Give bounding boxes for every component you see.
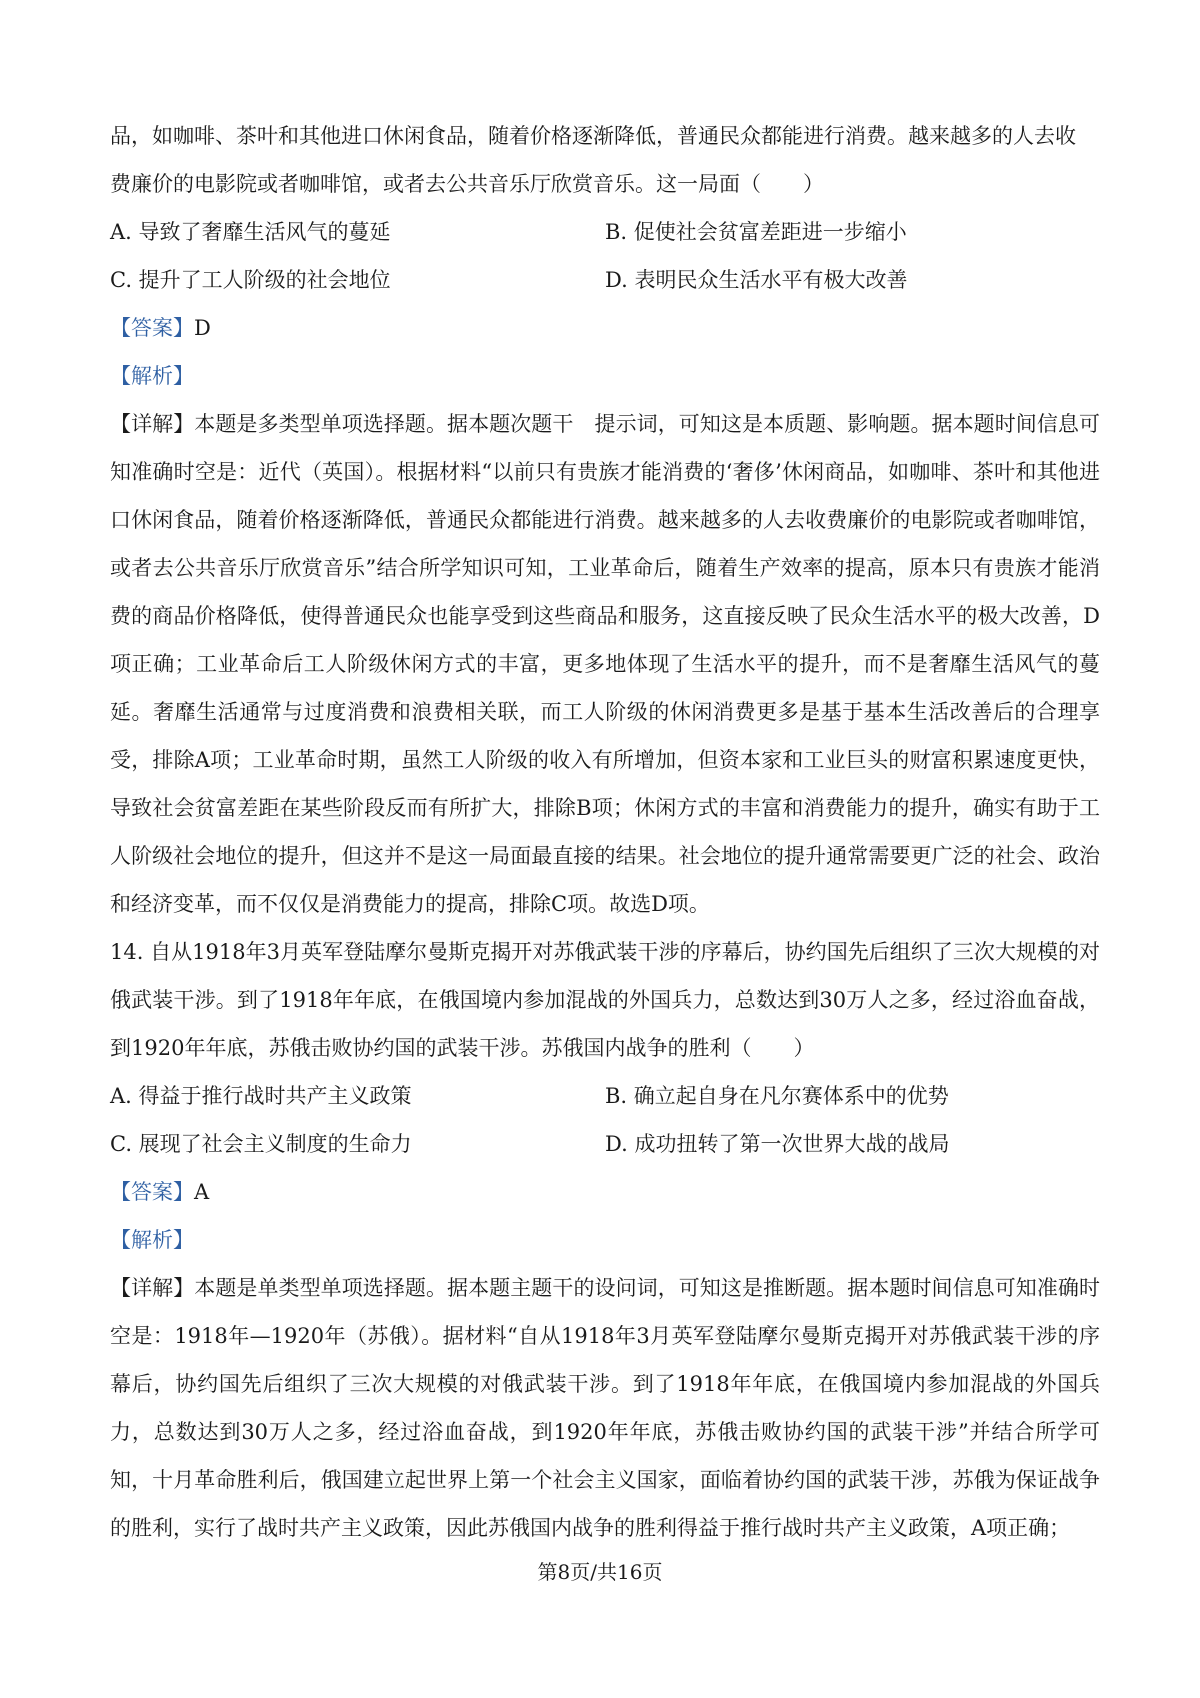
q13-option-a: A. 导致了奢靡生活风气的蔓延 — [110, 220, 391, 244]
q13-option-d: D. 表明民众生活水平有极大改善 — [605, 268, 908, 292]
q13-option-b: B. 促使社会贫富差距进一步缩小 — [605, 220, 907, 244]
page-content — [110, 112, 1100, 1552]
q14-detail-text: 本题是单类型单项选择题。据本题主题干的设问词，可知这是推断题。据本题时间信息可知准确时空是：1918年—1920年（苏俄）。据材料“自从1918年3月英军登陆摩尔曼斯克揭开对苏俄武装干涉的序幕后，协约国先后组织了三次大规模的对俄武装干涉。到了1918年年底，在俄国境内参加混战的外国兵力，总数达到30万人之多，经过浴血奋战，到1920年年底，苏俄击败协约国的武装干涉”并结合所学可知，十月革命胜利后，俄国建立起世界上第一个社会主义国家，面临着协约国的武装干涉，苏俄为保证战争的胜利，实行了战时共产主义政策，因此苏俄国内战争的胜利得益于推行战时共产主义政策，A项正确； — [110, 1276, 1101, 1540]
q14-option-a: A. 得益于推行战时共产主义政策 — [110, 1084, 412, 1108]
q14-stem: 14. 自从1918年3月英军登陆摩尔曼斯克揭开对苏俄武装干涉的序幕后，协约国先后组织了三次大规模的对俄武装干涉。到了1918年年底，在俄国境内参加混战的外国兵力，总数达到30万人之多，经过浴血奋战，到1920年年底，苏俄击败协约国的武装干涉。苏俄国内战争的胜利（ ） — [110, 940, 1100, 1060]
q13-answer-value: D — [194, 316, 211, 340]
q13-detail-text: 本题是多类型单项选择题。据本题次题干 提示词，可知这是本质题、影响题。据本题时间信息可知准确时空是：近代（英国）。根据材料“以前只有贵族才能消费的‘奢侈’休闲商品，如咖啡、茶叶和其他进口休闲食品，随着价格逐渐降低，普通民众都能进行消费。越来越多的人去收费廉价的电影院或者咖啡馆，或者去公共音乐厅欣赏音乐”结合所学知识可知，工业革命后，随着生产效率的提高，原本只有贵族才能消费的商品价格降低，使得普通民众也能享受到这些商品和服务，这直接反映了民众生活水平的极大改善，D项正确；工业革命后工人阶级休闲方式的丰富，更多地体现了生活水平的提升，而不是奢靡生活风气的蔓延。奢靡生活通常与过度消费和浪费相关联，而工人阶级的休闲消费更多是基于基本生活改善后的合理享受，排除A项；工业革命时期，虽然工人阶级的收入有所增加，但资本家和工业巨头的财富积累速度更快，导致社会贫富差距在某些阶段反而有所扩大，排除B项；休闲方式的丰富和消费能力的提升，确实有助于工人阶级社会地位的提升，但这并不是这一局面最直接的结果。社会地位的提升通常需要更广泛的社会、政治和经济变革，而不仅仅是消费能力的提高，排除C项。故选D项。 — [110, 412, 1101, 916]
q13-analysis-tag: 【解析】 — [110, 364, 194, 388]
q13-detail-tag: 【详解】 — [110, 412, 195, 436]
q14-options — [110, 1072, 1100, 1168]
q14-detail-tag: 【详解】 — [110, 1276, 195, 1300]
q13-analysis — [110, 352, 1100, 400]
q14-option-b: B. 确立起自身在凡尔赛体系中的优势 — [605, 1084, 949, 1108]
q14-detail — [110, 1264, 1100, 1552]
q14-analysis-tag: 【解析】 — [110, 1228, 194, 1252]
page-footer — [0, 1556, 1200, 1588]
q13-detail — [110, 400, 1100, 928]
q13-stem-line-1: 品，如咖啡、茶叶和其他进口休闲食品，随着价格逐渐降低，普通民众都能进行消费。越来越多的人去收 — [110, 124, 1076, 148]
q14-option-c: C. 展现了社会主义制度的生命力 — [110, 1132, 412, 1156]
page-number-label: 第8页/共16页 — [537, 1560, 663, 1584]
q14-answer-tag: 【答案】 — [110, 1180, 194, 1204]
q14-analysis — [110, 1216, 1100, 1264]
q13-answer — [110, 304, 1100, 352]
q14-answer — [110, 1168, 1100, 1216]
q13-options — [110, 208, 1100, 304]
q14-answer-value: A — [194, 1180, 210, 1204]
q13-stem-line-2: 费廉价的电影院或者咖啡馆，或者去公共音乐厅欣赏音乐。这一局面（ ） — [110, 172, 824, 196]
q14-option-d: D. 成功扭转了第一次世界大战的战局 — [605, 1132, 950, 1156]
q13-answer-tag: 【答案】 — [110, 316, 194, 340]
q13-option-c: C. 提升了工人阶级的社会地位 — [110, 268, 391, 292]
